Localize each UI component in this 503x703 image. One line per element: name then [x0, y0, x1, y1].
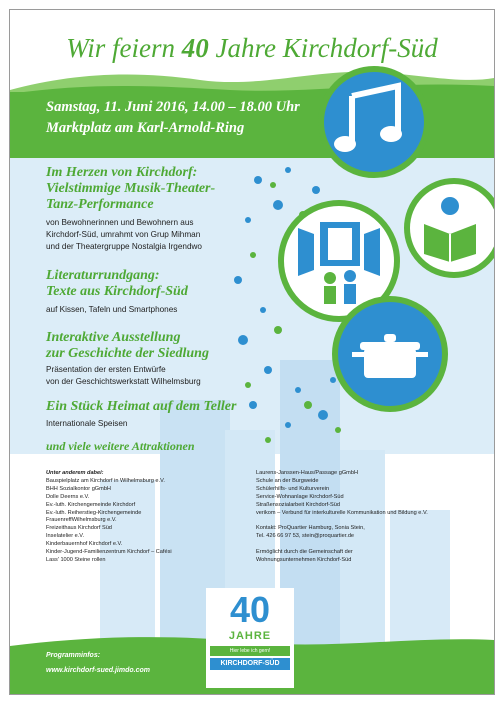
partner-item: Schülerhilfs- und Kulturverein [256, 485, 330, 492]
event-place: Marktplatz am Karl-Arnold-Ring [46, 120, 245, 136]
section-text: Internationale Speisen [46, 419, 128, 428]
partner-item: Kinderbauernhof Kirchdorf e.V. [46, 541, 123, 548]
funding-line: Wohnungsunternehmen Kirchdorf-Süd [256, 557, 352, 564]
website-link[interactable]: www.kirchdorf-sued.jimdo.com [46, 667, 150, 674]
section-exhibition [46, 330, 209, 388]
section-heading: Im Herzen von Kirchdorf: [46, 165, 198, 180]
section-text: auf Kissen, Tafeln und Smartphones [46, 305, 178, 314]
logo-place: KIRCHDORF-SÜD [210, 658, 290, 670]
anniversary-logo [206, 588, 294, 688]
section-text: von Bewohnerinnen und Bewohnern aus [46, 218, 194, 227]
partner-item: Bauspielplatz am Kirchdorf in Wilhelmsburg e.V. [46, 477, 165, 484]
section-heading: Vielstimmige Musik-Theater- [46, 181, 216, 196]
section-heading: Literaturrundgang: [46, 268, 160, 283]
contact-line: Tel. 426 66 97 53, stein@proquartier.de [256, 533, 355, 540]
poster-title: Wir feiern 40 Jahre Kirchdorf-Süd [66, 33, 438, 63]
program-info-label: Programminfos: [46, 652, 101, 659]
partner-item: BHH Sozialkontor gGmbH [46, 485, 111, 492]
section-text: und der Theatergruppe Nostalgia Irgendwo [46, 242, 202, 251]
partner-item: Schule an der Burgweide [256, 477, 319, 484]
partners-label: Unter anderem dabei: [46, 470, 104, 476]
partner-item: Freizeithaus Kirchdorf Süd [46, 525, 112, 532]
more-attractions: und viele weitere Attraktionen [46, 439, 195, 453]
partner-item: Lass' 1000 Steine rollen [46, 556, 106, 563]
section-text: Präsentation der ersten Entwürfe [46, 365, 166, 374]
section-performance [46, 165, 215, 253]
section-literature [46, 268, 188, 316]
partner-item: Inselatelier e.V. [46, 533, 85, 540]
section-heading: Texte aus Kirchdorf-Süd [46, 284, 188, 299]
partner-item: Straßensozialarbeit Kirchdorf-Süd [256, 501, 340, 508]
event-date: Samstag, 11. Juni 2016, 14.00 – 18.00 Uhr [46, 99, 300, 115]
section-heading: zur Geschichte der Siedlung [46, 346, 209, 361]
partner-item: Kinder-Jugend-Familienzentrum Kirchdorf – Cafési [46, 549, 172, 556]
partner-item: Service-Wohnanlage Kirchdorf-Süd [256, 493, 344, 500]
music-notes-icon [324, 72, 424, 172]
partner-item: Ev.-luth. Kirchengemeinde Kirchdorf [46, 501, 136, 508]
section-heading: Tanz-Performance [46, 197, 154, 212]
contact-line: Kontakt: ProQuartier Hamburg, Sonia Stein, [256, 525, 365, 532]
cooking-pot-icon [338, 302, 442, 406]
partner-item: verikom – Verbund für interkulturelle Kommunikation und Bildung e.V. [256, 509, 428, 516]
food-circle [332, 296, 448, 412]
music-circle [318, 66, 430, 178]
partner-item: FrauenreffWilhelmsburg e.V. [46, 517, 117, 524]
partner-item: Ev.-luth. Reiherstieg-Kirchengemeinde [46, 509, 142, 516]
partners-right [256, 470, 428, 565]
section-heading: Interaktive Ausstellung [46, 330, 181, 345]
section-text: von der Geschichtswerkstatt Wilhelmsburg [46, 377, 201, 386]
section-heading: Ein Stück Heimat auf dem Teller [46, 399, 237, 414]
partner-item: Dolle Deerns e.V. [46, 493, 90, 500]
poster [9, 9, 495, 695]
logo-number: 40 [229, 589, 271, 630]
partners-left [46, 470, 172, 565]
section-text: Kirchdorf-Süd, umrahmt von Grup Mihman [46, 230, 201, 239]
logo-slogan: Hier lebe ich gern! [210, 646, 290, 656]
logo-text: JAHRE [228, 630, 272, 642]
reader-book-icon [410, 184, 495, 272]
section-food [46, 399, 236, 430]
partner-item: Laurens-Janssen-Haus/Passage gGmbH [256, 470, 358, 476]
literature-circle [404, 178, 495, 278]
funding-line: Ermöglicht durch die Gemeinschaft der [256, 549, 353, 556]
